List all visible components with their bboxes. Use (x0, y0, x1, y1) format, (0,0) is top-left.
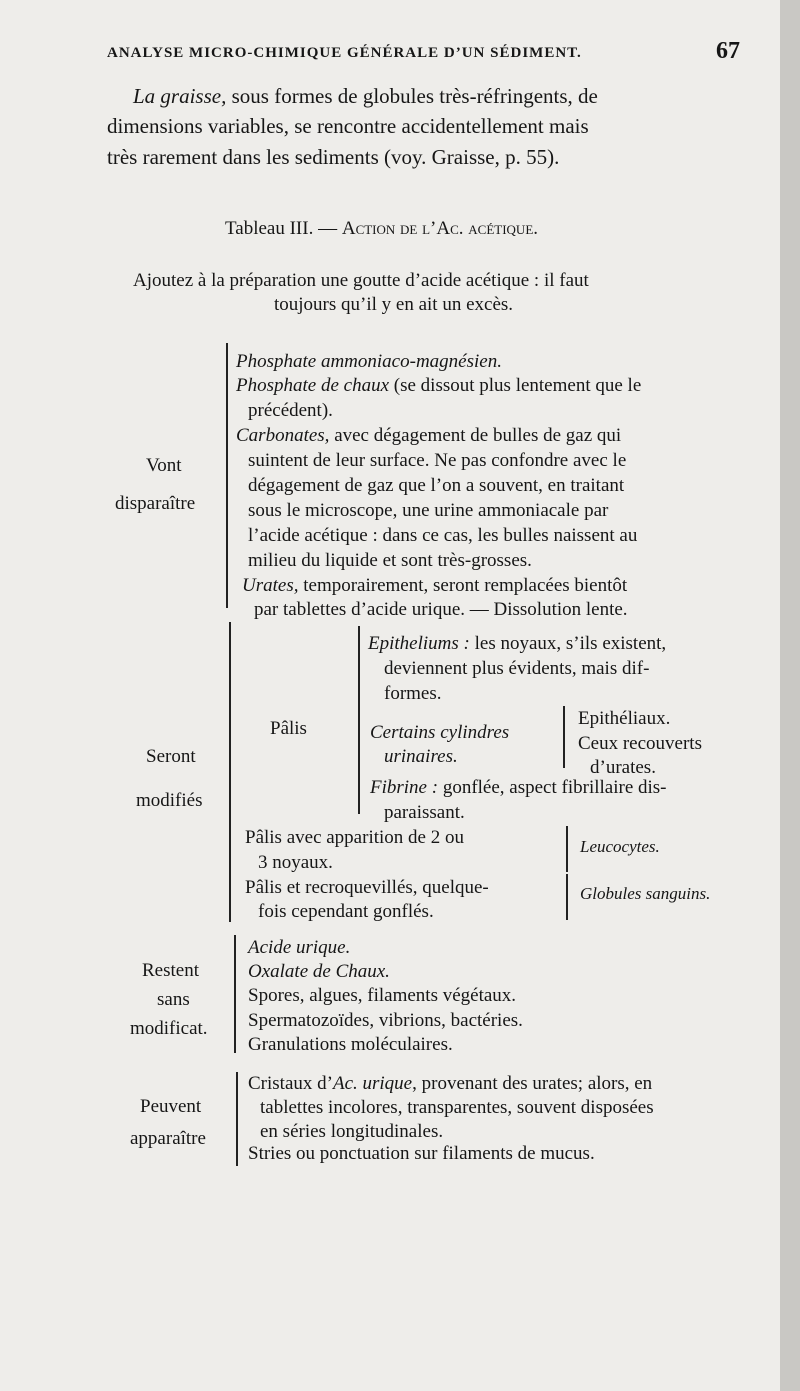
epithelium-text: les noyaux, s’ils existent, (469, 633, 667, 654)
fibrine-text: gonflée, aspect fibrillaire dis- (438, 777, 667, 798)
globules-line-2: fois cependant gonflés. (258, 901, 434, 922)
palis-brace (358, 626, 360, 814)
vont-line-10-italic: Urates, (242, 575, 299, 596)
seront-brace (229, 622, 231, 922)
peuvent-line-4: Stries ou ponctuation sur filaments de mucus. (248, 1143, 595, 1164)
fibrine-line-2: paraissant. (384, 802, 465, 823)
peuvent-line-1 (248, 1073, 652, 1095)
restent-line-3: Spores, algues, filaments végétaux. (248, 985, 517, 1006)
vont-line-4-text: avec dégagement de bulles de gaz qui (329, 425, 622, 446)
vont-line-7: sous le microscope, une urine ammoniacale par (248, 500, 609, 521)
globules-line-1: Pâlis et recroquevillés, quelque- (245, 877, 489, 898)
peuvent-line-2: tablettes incolores, transparentes, souvent disposées (260, 1097, 654, 1118)
epitheliaux-line-1: Epithéliaux. (578, 708, 671, 729)
restent-label-3: modificat. (130, 1018, 208, 1039)
restent-line-4: Spermatozoïdes, vibrions, bactéries. (248, 1010, 523, 1031)
table-title-number: Tableau III. — (225, 218, 342, 239)
globules-label: Globules sanguins. (580, 884, 711, 903)
vont-line-10 (242, 575, 627, 597)
vont-brace (226, 343, 228, 608)
globules-brace (566, 874, 568, 920)
intro-line-1-text: sous formes de globules très-réfringents, de (226, 84, 598, 108)
leucocytes-line-1: Pâlis avec apparition de 2 ou (245, 827, 464, 848)
peuvent-label-1: Peuvent (140, 1096, 202, 1117)
vont-line-2-text: (se dissout plus lentement que le (389, 375, 642, 396)
vont-line-2-italic: Phosphate de chaux (236, 375, 390, 396)
instruction-line-2: toujours qu’il y en ait un excès. (274, 294, 514, 315)
page-edge (780, 0, 800, 1391)
peuvent-line-1-start: Cristaux d’ (248, 1073, 333, 1094)
seront-label-1: Seront (146, 746, 196, 767)
vont-line-6: dégagement de gaz que l’on a souvent, en traitant (248, 475, 625, 496)
epithelium-line-1 (368, 633, 666, 655)
intro-line-1 (133, 84, 598, 109)
restent-line-1: Acide urique. (248, 937, 351, 958)
peuvent-brace (236, 1072, 238, 1166)
vont-line-9: milieu du liquide et sont très-grosses. (248, 550, 532, 571)
vont-line-11: par tablettes d’acide urique. — Dissolution lente. (254, 599, 628, 620)
vont-label-2: disparaître (115, 493, 196, 514)
peuvent-line-3: en séries longitudinales. (260, 1121, 444, 1142)
intro-italic: La graisse, (133, 84, 227, 108)
vont-line-1: Phosphate ammoniaco-magnésien. (236, 351, 502, 372)
intro-line-3: très rarement dans les sediments (voy. Graisse, p. 55). (107, 145, 560, 169)
leucocytes-brace (566, 826, 568, 872)
restent-brace (234, 935, 236, 1053)
peuvent-line-1-italic: Ac. urique (332, 1073, 413, 1094)
running-header: ANALYSE MICRO-CHIMIQUE GÉNÉRALE D’UN SÉDIMENT. (107, 45, 582, 61)
vont-line-4 (236, 425, 621, 447)
epitheliaux-line-3: d’urates. (590, 757, 656, 778)
cylinders-line-2: urinaires. (384, 746, 458, 767)
epithelium-line-2: deviennent plus évidents, mais dif- (384, 658, 650, 679)
restent-line-5: Granulations moléculaires. (248, 1034, 453, 1055)
restent-line-2: Oxalate de Chaux. (248, 961, 390, 982)
restent-label-2: sans (157, 989, 190, 1010)
peuvent-label-2: apparaître (130, 1128, 206, 1149)
vont-line-8: l’acide acétique : dans ce cas, les bulles naissent au (248, 525, 638, 546)
vont-line-5: suintent de leur surface. Ne pas confondre avec le (248, 450, 627, 471)
leucocytes-label: Leucocytes. (580, 837, 660, 856)
table-title-caption: Action de l’Ac. acétique. (341, 218, 539, 239)
vont-line-2 (236, 375, 641, 397)
page-number: 67 (716, 38, 740, 64)
seront-label-2: modifiés (136, 790, 203, 811)
peuvent-line-1-end: , provenant des urates; alors, en (412, 1073, 653, 1094)
palis-label: Pâlis (270, 718, 307, 739)
vont-line-10-text: temporairement, seront remplacées bientôt (298, 575, 628, 596)
cylinders-line-1: Certains cylindres (370, 722, 510, 743)
cylinders-brace (563, 706, 565, 768)
epithelium-line-3: formes. (384, 683, 442, 704)
epitheliaux-line-2: Ceux recouverts (578, 733, 702, 754)
fibrine-line-1 (370, 777, 667, 799)
table-title (225, 218, 538, 240)
restent-label-1: Restent (142, 960, 199, 981)
epithelium-italic: Epitheliums : (368, 633, 470, 654)
instruction-line-1: Ajoutez à la préparation une goutte d’acide acétique : il faut (133, 270, 589, 291)
leucocytes-line-2: 3 noyaux. (258, 852, 333, 873)
fibrine-italic: Fibrine : (370, 777, 439, 798)
vont-line-4-italic: Carbonates, (236, 425, 330, 446)
intro-line-2: dimensions variables, se rencontre accidentellement mais (107, 114, 589, 138)
vont-line-3: précédent). (248, 400, 333, 421)
vont-label-1: Vont (146, 455, 182, 476)
